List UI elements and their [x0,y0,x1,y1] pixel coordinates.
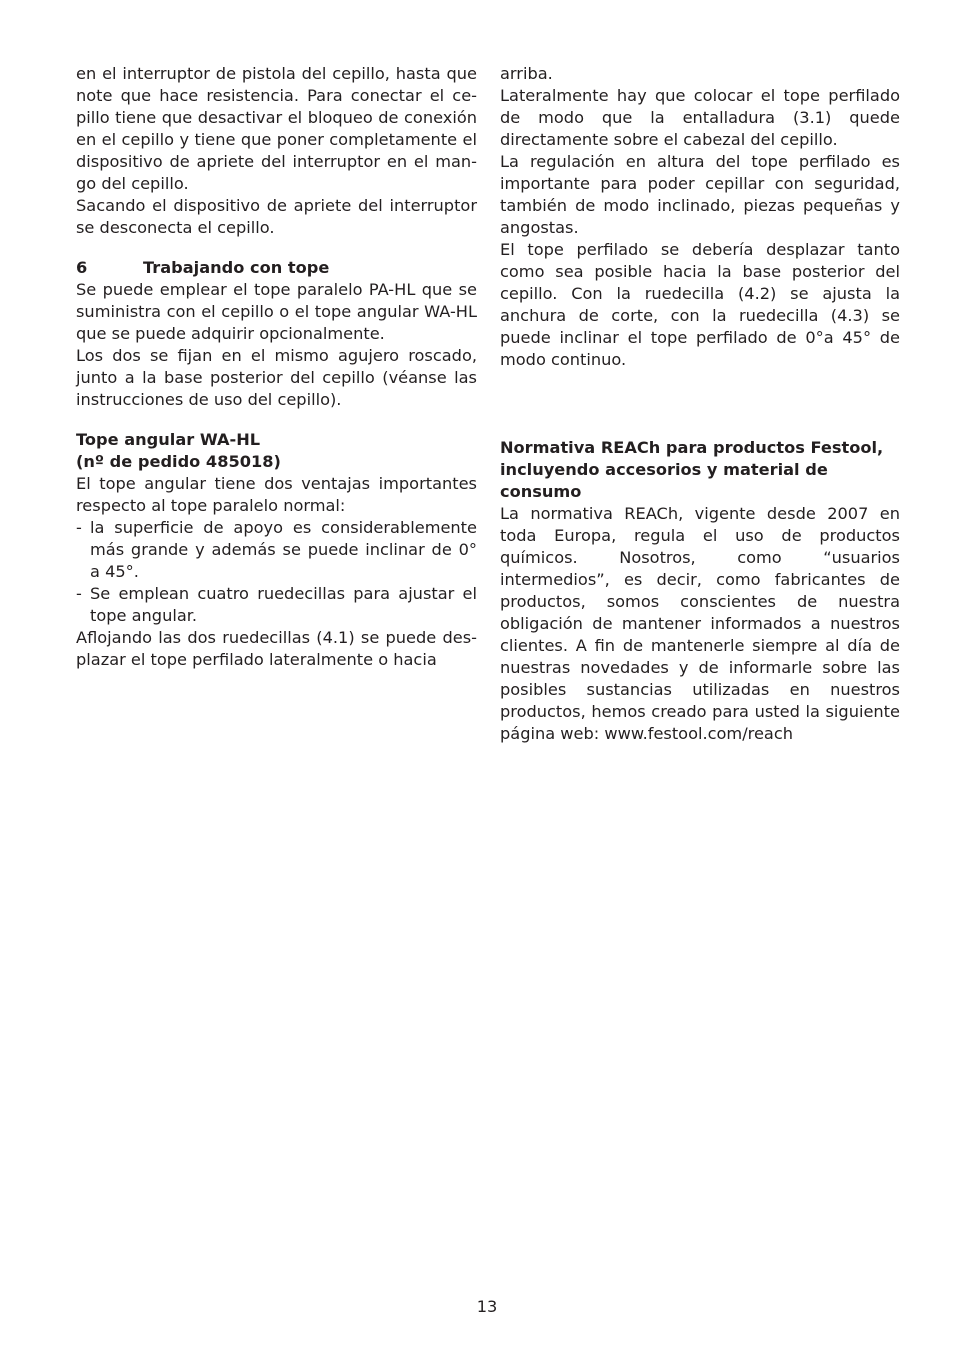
list-item: - la superficie de apoyo es considerablemente más grande y además se puede inclinar de 0° a 45°. [76,517,477,583]
right-column [500,63,900,745]
left-column [76,63,477,671]
paragraph-switch-off: Sacando el dispositivo de apriete del interruptor se desconecta el cepillo. [76,196,477,237]
reach-paragraph: La normativa REACh, vigente desde 2007 en toda Europa, regula el uso de productos químicos. Nosotros, como “usuarios intermedios”, es decir, como fabricantes de productos, somos conscientes de nuestra obligación de mantener informados a nuestros clientes. A fin de mantenerle siempre al día de nuestras novedades y de informarle sobre las posibles sustancias utilizadas en nuestros productos, hemos creado para usted la siguiente página web: www.festool.com/reach [500,504,900,743]
paragraph-knobs: Aflojando las dos ruedecillas (4.1) se puede desplazar el tope perfilado lateralmente o hacia [76,628,477,669]
paragraph-cut-width: El tope perfilado se debería desplazar tanto como sea posible hacia la base posterior del cepillo. Con la ruedecilla (4.2) se ajusta la anchura de corte, con la ruedecilla (4.3) se puede inclinar el tope perfilado de 0°a 45° de modo continuo. [500,240,900,369]
paragraph-fence-mounting: Los dos se fijan en el mismo agujero roscado, junto a la base posterior del cepillo (véanse las instrucciones de uso del cepillo). [76,346,477,409]
paragraph-fence-options: Se puede emplear el tope paralelo PA-HL que se suministra con el cepillo o el tope angular WA-HL que se puede adquirir opcionalmente. [76,280,477,343]
section-heading [76,257,477,279]
section-title: Trabajando con tope [143,258,330,277]
page-number: 13 [476,1297,498,1316]
sub-heading-title: Tope angular WA-HL [76,430,261,449]
sub-heading-order-number: (nº de pedido 485018) [76,452,281,471]
paragraph-continuation: arriba. [500,64,553,83]
reach-heading: Normativa REACh para productos Festool, incluyendo accesorios y material de consumo [500,438,884,501]
section-number: 6 [76,258,88,277]
paragraph-advantages: El tope angular tiene dos ventajas importantes respecto al tope paralelo normal: [76,474,477,515]
paragraph-height-adjustment: La regulación en altura del tope perfilado es importante para poder cepillar con seguridad, también de modo inclinado, piezas pequeñas y angostas. [500,152,900,237]
advantages-list [76,517,477,627]
paragraph-lateral-position: Lateralmente hay que colocar el tope perfilado de modo que la entalladura (3.1) quede directamente sobre el cabezal del cepillo. [500,86,900,149]
paragraph-switch-lock: en el interruptor de pistola del cepillo, hasta que note que hace resistencia. Para conectar el cepillo tiene que desactivar el bloqueo de conexión en el cepillo y tiene que poner completamente el dispositivo de apriete del interruptor en el mango del cepillo. [76,64,477,193]
list-item: - Se emplean cuatro ruedecillas para ajustar el tope angular. [76,583,477,627]
